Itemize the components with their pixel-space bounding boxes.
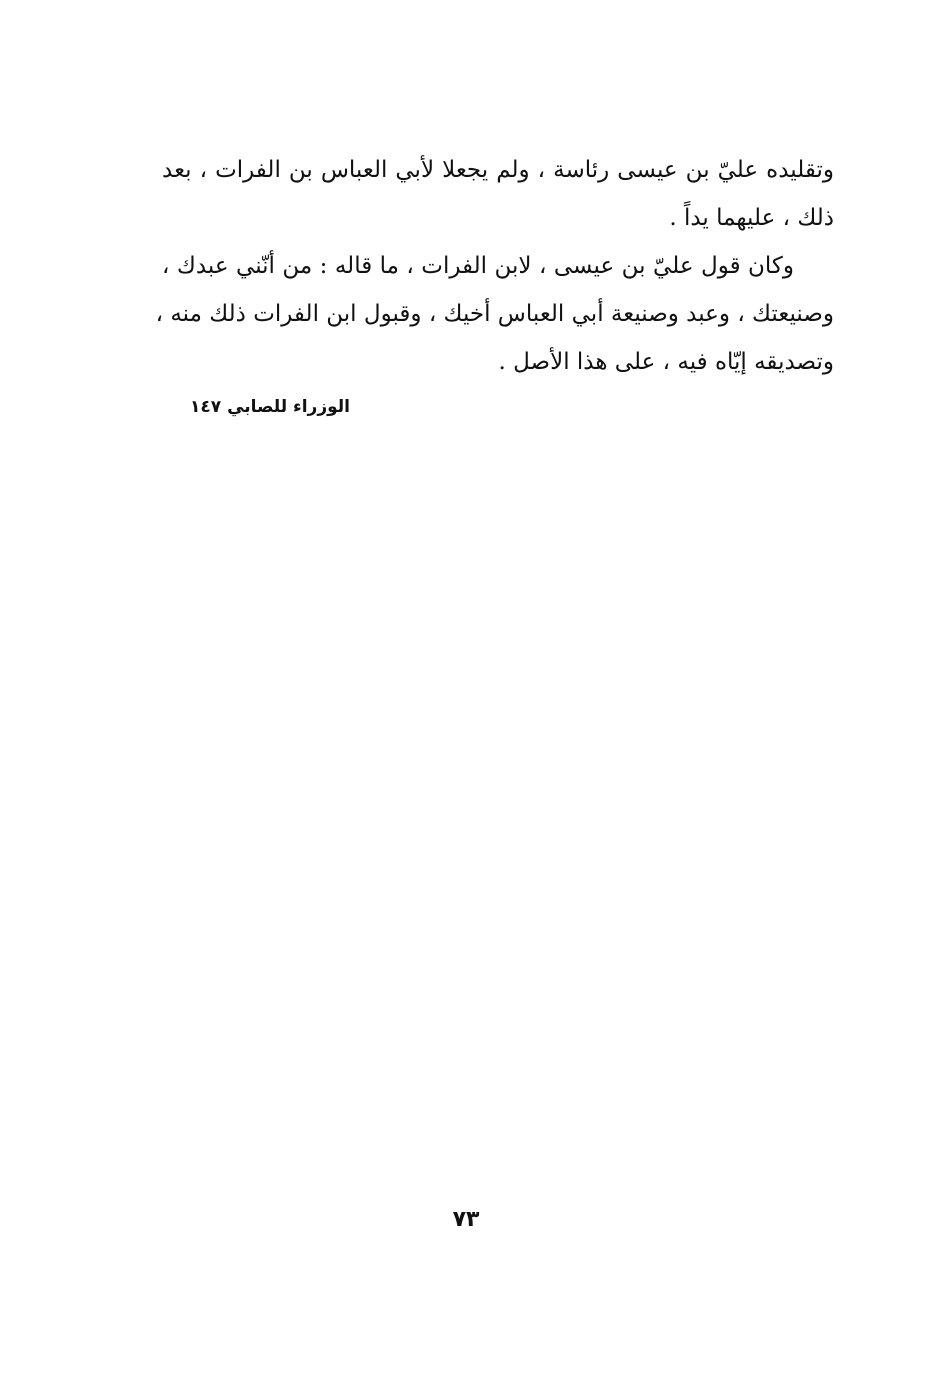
text-line: وتقليده عليّ بن عيسى رئاسة ، ولم يجعلا لأبي العباس بن الفرات ، بعد (162, 157, 834, 183)
source-reference: الوزراء للصابي ١٤٧ (190, 397, 350, 417)
text-line: وكان قول عليّ بن عيسى ، لابن الفرات ، ما قاله : من أنّني عبدك ، (162, 253, 794, 279)
text-line: ذلك ، عليهما يداً . (669, 205, 834, 231)
page-number: ٧٣ (452, 1207, 480, 1232)
text-line: وتصديقه إيّاه فيه ، على هذا الأصل . (498, 349, 834, 375)
text-line: وصنيعتك ، وعبد وصنيعة أبي العباس أخيك ، وقبول ابن الفرات ذلك منه ، (155, 301, 834, 327)
body-text (155, 146, 834, 386)
